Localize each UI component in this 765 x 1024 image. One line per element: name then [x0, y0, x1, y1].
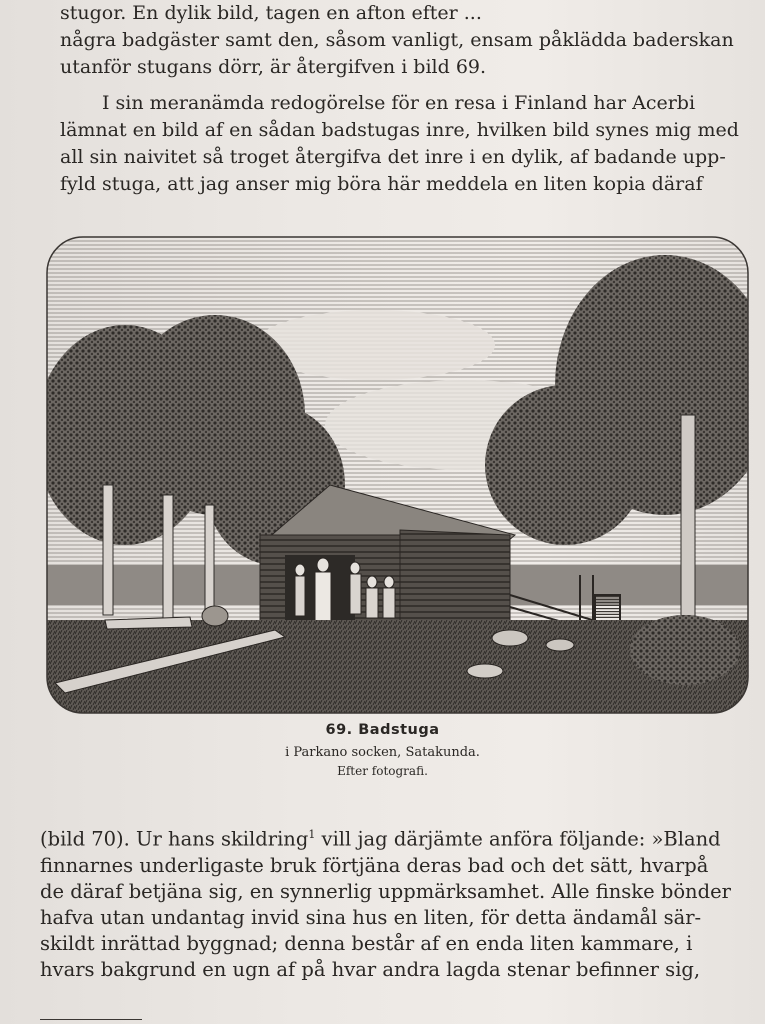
footnote-divider: [40, 1019, 142, 1020]
text-line: fyld stuga, att jag anser mig böra här meddela en liten kopia däraf: [60, 173, 703, 195]
text-segment: vill jag därjämte anföra följande: »Bland: [315, 827, 721, 851]
paragraph-bottom: [40, 822, 750, 983]
paragraph-acerbi: [60, 90, 740, 198]
engraving-illustration: [45, 235, 750, 715]
text-line: I sin meranämda redogörelse för en resa i Finland har Acerbi: [102, 92, 696, 114]
text-segment: (bild 70). Ur hans skildring: [40, 827, 309, 851]
stone: [467, 664, 503, 678]
figure-caption-subtitle: i Parkano socken, Satakunda.: [285, 745, 480, 760]
footnote-marker[interactable]: 1: [308, 828, 316, 841]
text-line: skildt inrättad byggnad; denna består af en enda liten kammare, i: [40, 931, 693, 955]
text-line: lämnat en bild af en sådan badstugas inre, hvilken bild synes mig med: [60, 119, 739, 141]
barrel: [202, 606, 228, 626]
figure-caption-source: Efter fotografi.: [337, 764, 428, 778]
text-line: hvars bakgrund en ugn af på hvar andra lagda stenar befinner sig,: [40, 957, 701, 981]
bush: [630, 615, 740, 685]
text-line: stugor. En dylik bild, tagen en afton efter ...: [60, 2, 482, 24]
text-line: finnarnes underligaste bruk förtjäna deras bad och det sätt, hvarpå: [40, 853, 709, 877]
text-line: all sin naivitet så troget återgifva det inre i en dylik, af badande upp-: [60, 146, 726, 168]
text-line: utanför stugans dörr, är återgifven i bild 69.: [60, 56, 487, 78]
stone: [546, 639, 574, 651]
paragraph-top: [60, 0, 740, 81]
text-line: några badgäster samt den, såsom vanligt, ensam påklädda baderskan: [60, 29, 734, 51]
text-line: hafva utan undantag invid sina hus en liten, för detta ändamål sär-: [40, 905, 702, 929]
figure-caption-title: 69. Badstuga: [325, 722, 440, 738]
text-line: [40, 822, 750, 853]
text-line: de däraf betjäna sig, en synnerlig uppmärksamhet. Alle finske bönder: [40, 879, 731, 903]
stone: [492, 630, 528, 646]
